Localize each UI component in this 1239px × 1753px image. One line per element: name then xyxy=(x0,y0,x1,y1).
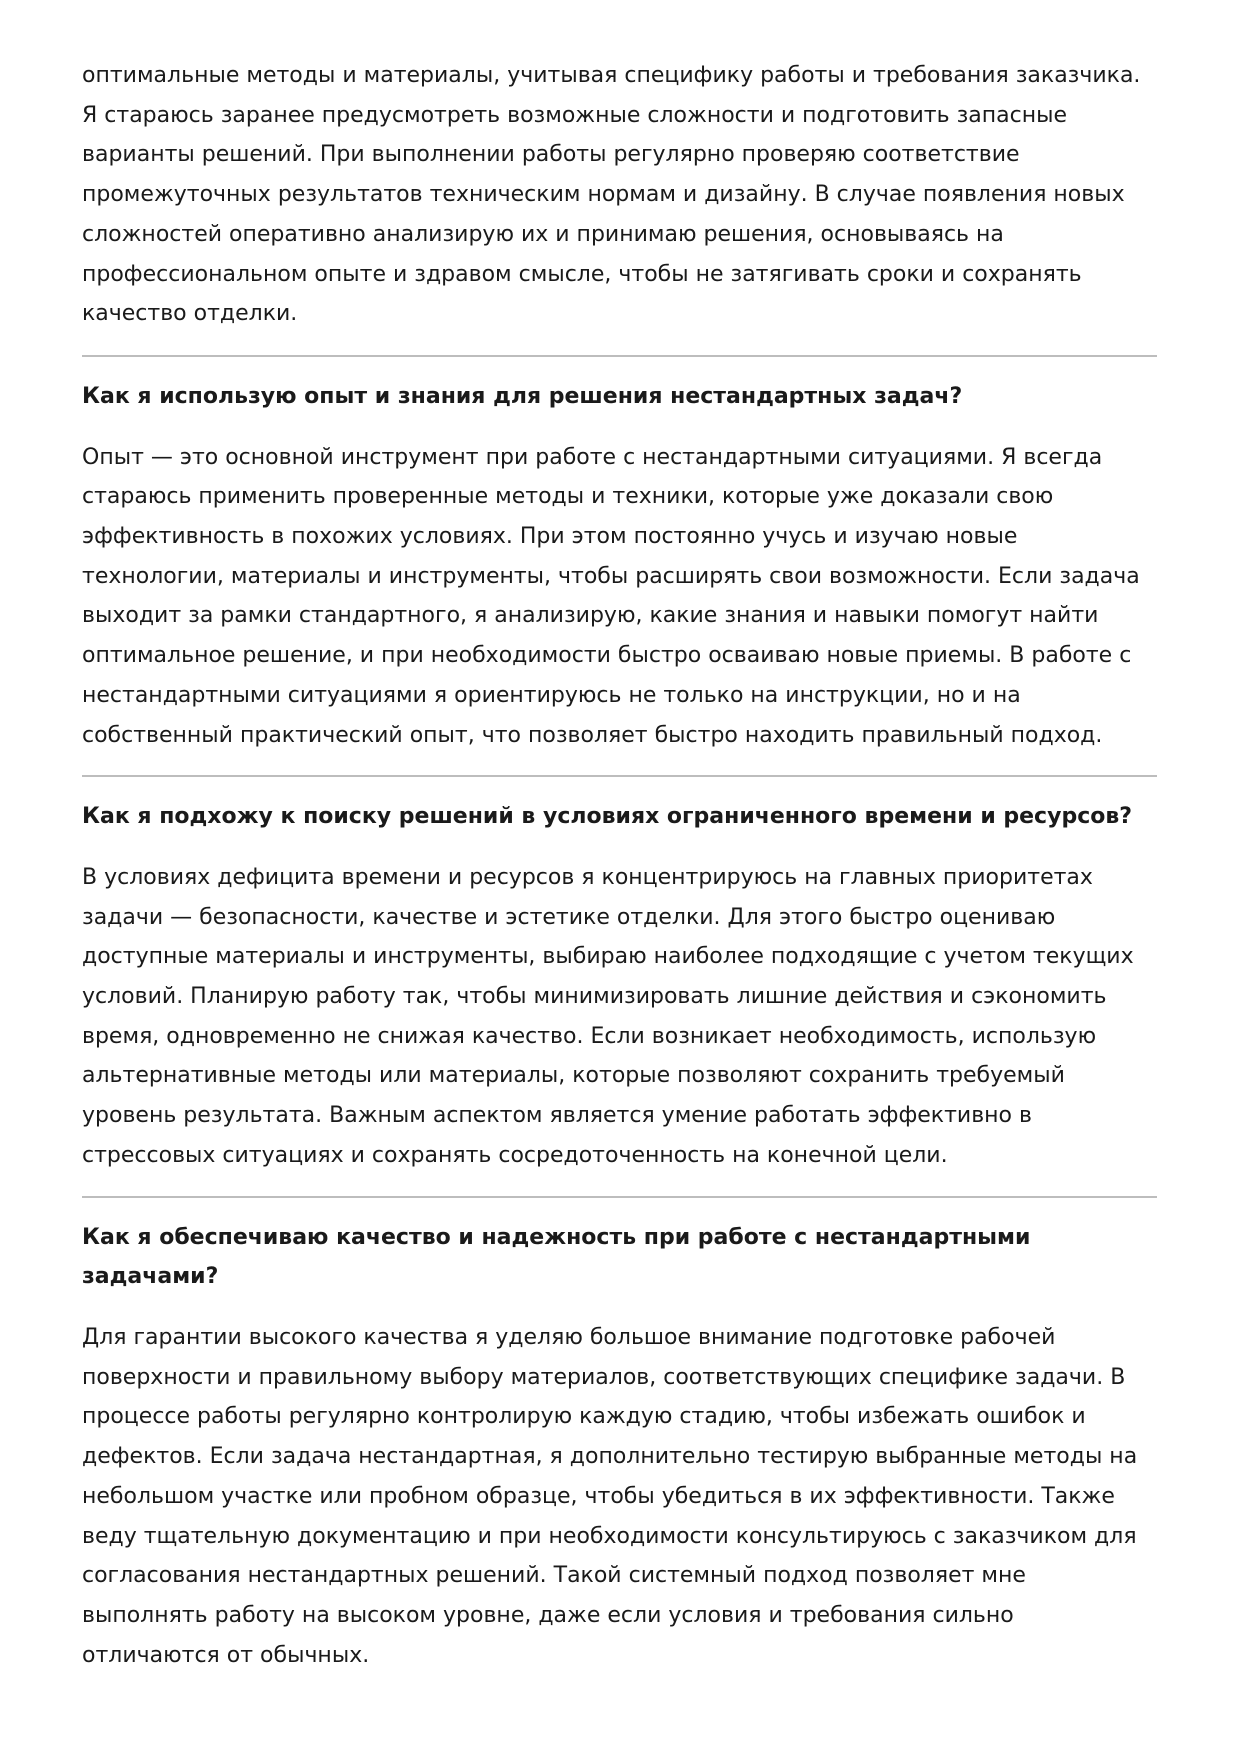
intro-paragraph: оптимальные методы и материалы, учитывая специфику работы и требования заказчика. Я стараюсь заранее предусмотреть возможные сложности и подготовить запасные варианты решений. При выполнении работы регулярно проверяю соответствие промежуточных результатов техническим нормам и дизайну. В случае появления новых сложностей оперативно анализирую их и принимаю решения, основываясь на профессиональном опыте и здравом смысле, чтобы не затягивать сроки и сохранять качество отделки. xyxy=(82,63,1141,327)
section-heading: Как я обеспечиваю качество и надежность при работе с нестандартными задачами? xyxy=(82,1224,1031,1290)
section-divider xyxy=(82,355,1157,357)
section-paragraph: Для гарантии высокого качества я уделяю большое внимание подготовке рабочей поверхности и правильному выбору материалов, соответствующих специфике задачи. В процессе работы регулярно контролирую каждую стадию, чтобы избежать ошибок и дефектов. Если задача нестандартная, я дополнительно тестирую выбранные методы на небольшом участке или пробном образце, чтобы убедиться в их эффективности. Также веду тщательную документацию и при необходимости консультируюсь с заказчиком для согласования нестандартных решений. Такой системный подход позволяет мне выполнять работу на высоком уровне, даже если условия и требования сильно отличаются от обычных. xyxy=(82,1324,1138,1668)
section-heading: Как я использую опыт и знания для решения нестандартных задач? xyxy=(82,383,963,409)
section-paragraph: Опыт — это основной инструмент при работе с нестандартными ситуациями. Я всегда стараюсь применить проверенные методы и техники, которые уже доказали свою эффективность в похожих условиях. При этом постоянно учусь и изучаю новые технологии, материалы и инструменты, чтобы расширять свои возможности. Если задача выходит за рамки стандартного, я анализирую, какие знания и навыки помогут найти оптимальное решение, и при необходимости быстро осваиваю новые приемы. В работе с нестандартными ситуациями я ориентируюсь не только на инструкции, но и на собственный практический опыт, что позволяет быстро находить правильный подход. xyxy=(82,444,1140,748)
section-heading: Как я подхожу к поиску решений в условиях ограниченного времени и ресурсов? xyxy=(82,804,1133,830)
section-divider xyxy=(82,775,1157,777)
section-paragraph: В условиях дефицита времени и ресурсов я концентрируюсь на главных приоритетах задачи — безопасности, качестве и эстетике отделки. Для этого быстро оцениваю доступные материалы и инструменты, выбираю наиболее подходящие с учетом текущих условий. Планирую работу так, чтобы минимизировать лишние действия и сэкономить время, одновременно не снижая качество. Если возникает необходимость, использую альтернативные методы или материалы, которые позволяют сохранить требуемый уровень результата. Важным аспектом является умение работать эффективно в стрессовых ситуациях и сохранять сосредоточенность на конечной цели. xyxy=(82,864,1134,1168)
section-divider xyxy=(82,1196,1157,1198)
